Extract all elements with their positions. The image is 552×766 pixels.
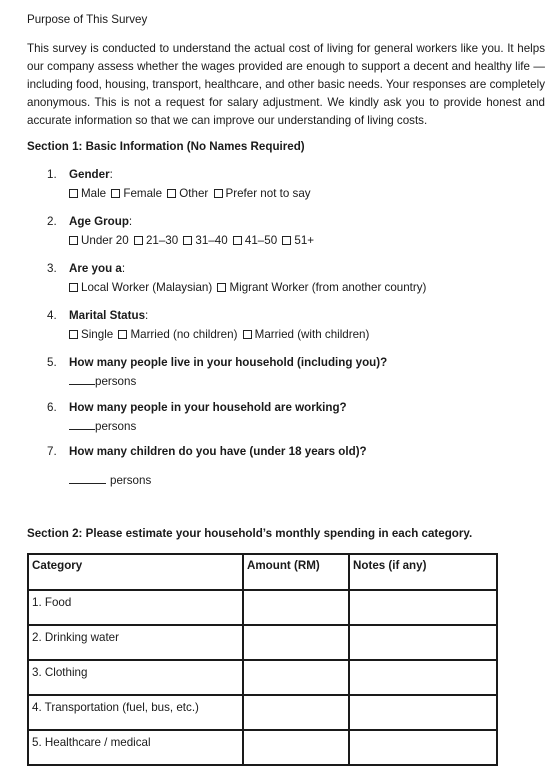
- answer-unit: persons: [95, 420, 137, 433]
- purpose-title: Purpose of This Survey: [27, 13, 148, 26]
- option-label: Other: [179, 187, 209, 200]
- section-2-title: Section 2: Please estimate your household’s monthly spending in each category.: [27, 527, 473, 540]
- answer-blank[interactable]: [69, 384, 95, 385]
- checkbox-married-no-children[interactable]: [118, 330, 127, 339]
- intro-paragraph: This survey is conducted to understand the actual cost of living for general workers like you. It helps our company assess whether the wages provided are enough to support a decent and healthy life — including food, housing, transport, healthcare, and other basic needs. Your responses are completely anonymous. This is not a request for salary adjustment. We kindly ask you to provide honest and accurate information so that we can improve our understanding of living costs.: [27, 42, 545, 127]
- option-label: Single: [81, 328, 114, 341]
- notes-cell[interactable]: [349, 590, 497, 625]
- option-label: Prefer not to say: [225, 187, 311, 200]
- question-number: 5.: [47, 356, 57, 369]
- header-amount: Amount (RM): [243, 554, 349, 590]
- checkbox-female[interactable]: [111, 189, 120, 198]
- checkbox-prefer-not-to-say[interactable]: [214, 189, 223, 198]
- notes-cell[interactable]: [349, 695, 497, 730]
- option-label: Local Worker (Malaysian): [81, 281, 213, 294]
- option-label: Under 20: [81, 234, 129, 247]
- option-label: 21–30: [145, 234, 179, 247]
- header-notes: Notes (if any): [349, 554, 497, 590]
- category-cell: 4. Transportation (fuel, bus, etc.): [28, 695, 243, 730]
- question-label: How many people live in your household (including you)?: [69, 356, 388, 369]
- answer-line: [69, 474, 151, 487]
- option-group: [69, 234, 316, 247]
- checkbox-single[interactable]: [69, 330, 78, 339]
- answer-line: [69, 375, 136, 388]
- answer-unit: persons: [110, 474, 152, 487]
- category-cell: 5. Healthcare / medical: [28, 730, 243, 765]
- question-number: 1.: [47, 168, 57, 181]
- checkbox-local-worker[interactable]: [69, 283, 78, 292]
- question-label: How many people in your household are working?: [69, 401, 347, 414]
- category-cell: 3. Clothing: [28, 660, 243, 695]
- checkbox-male[interactable]: [69, 189, 78, 198]
- option-label: Married (no children): [130, 328, 238, 341]
- answer-unit: persons: [95, 375, 137, 388]
- checkbox-under-20[interactable]: [69, 236, 78, 245]
- answer-blank[interactable]: [69, 429, 95, 430]
- option-label: 41–50: [244, 234, 278, 247]
- spending-table: [27, 553, 498, 766]
- question-label: Gender:: [69, 168, 113, 181]
- table-row: [28, 590, 497, 625]
- question-label: Age Group:: [69, 215, 133, 228]
- question-label: Are you a:: [69, 262, 126, 275]
- checkbox-21-30[interactable]: [134, 236, 143, 245]
- option-label: Male: [81, 187, 107, 200]
- checkbox-41-50[interactable]: [233, 236, 242, 245]
- checkbox-51-plus[interactable]: [282, 236, 291, 245]
- notes-cell[interactable]: [349, 625, 497, 660]
- table-row: [28, 660, 497, 695]
- amount-cell[interactable]: [243, 590, 349, 625]
- option-label: Female: [123, 187, 163, 200]
- question-number: 3.: [47, 262, 57, 275]
- section-1-title: Section 1: Basic Information (No Names Required): [27, 140, 305, 153]
- table-row: [28, 695, 497, 730]
- amount-cell[interactable]: [243, 625, 349, 660]
- checkbox-married-with-children[interactable]: [243, 330, 252, 339]
- answer-line: [69, 420, 136, 433]
- table-row: [28, 625, 497, 660]
- question-label: How many children do you have (under 18 years old)?: [69, 445, 367, 458]
- question-number: 7.: [47, 445, 57, 458]
- checkbox-other[interactable]: [167, 189, 176, 198]
- option-label: Married (with children): [254, 328, 370, 341]
- amount-cell[interactable]: [243, 660, 349, 695]
- question-number: 6.: [47, 401, 57, 414]
- option-label: Migrant Worker (from another country): [229, 281, 427, 294]
- option-label: 51+: [294, 234, 315, 247]
- table-header-row: [28, 554, 497, 590]
- notes-cell[interactable]: [349, 660, 497, 695]
- category-cell: 1. Food: [28, 590, 243, 625]
- option-group: [69, 281, 428, 294]
- option-group: [69, 328, 371, 341]
- header-category: Category: [28, 554, 243, 590]
- question-label: Marital Status:: [69, 309, 149, 322]
- amount-cell[interactable]: [243, 695, 349, 730]
- option-label: 31–40: [195, 234, 228, 247]
- question-number: 2.: [47, 215, 57, 228]
- option-group: [69, 187, 313, 200]
- question-number: 4.: [47, 309, 57, 322]
- answer-blank[interactable]: [69, 483, 106, 484]
- checkbox-31-40[interactable]: [183, 236, 192, 245]
- category-cell: 2. Drinking water: [28, 625, 243, 660]
- checkbox-migrant-worker[interactable]: [217, 283, 226, 292]
